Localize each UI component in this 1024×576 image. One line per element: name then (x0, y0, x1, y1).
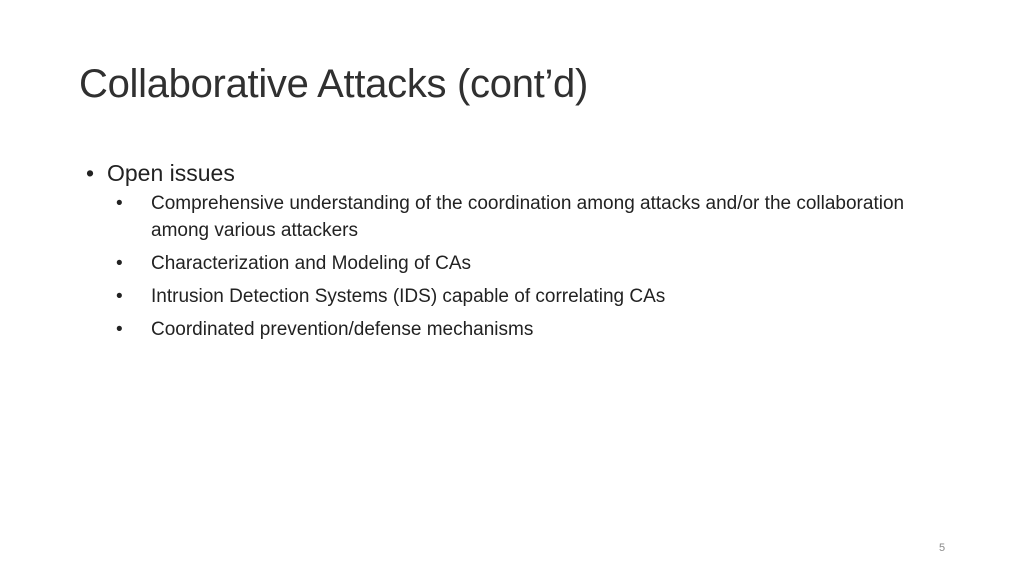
sub-bullet-marker: • (116, 319, 123, 340)
sub-bullet-text: Coordinated prevention/defense mechanisms (151, 319, 534, 340)
bullet-text: Open issues (107, 160, 235, 186)
bullet-marker: • (86, 160, 95, 186)
sub-bullet-text: Comprehensive understanding of the coordination among attacks and/or the collaboration among various attackers (151, 193, 905, 241)
sub-bullet-marker: • (116, 286, 123, 307)
sub-bullet-item (86, 190, 946, 244)
slide-title: Collaborative Attacks (cont’d) (79, 62, 589, 106)
sub-bullet-marker: • (116, 253, 123, 274)
sub-bullet-text: Intrusion Detection Systems (IDS) capable of correlating CAs (151, 286, 666, 307)
page-number: 5 (938, 542, 946, 554)
bullet-open-issues (86, 156, 946, 190)
slide-body (86, 156, 946, 349)
sub-bullet-item (86, 316, 946, 343)
sub-bullet-list (86, 190, 946, 343)
sub-bullet-text: Characterization and Modeling of CAs (151, 253, 472, 274)
sub-bullet-item (86, 250, 946, 277)
sub-bullet-item (86, 283, 946, 310)
sub-bullet-marker: • (116, 193, 123, 214)
